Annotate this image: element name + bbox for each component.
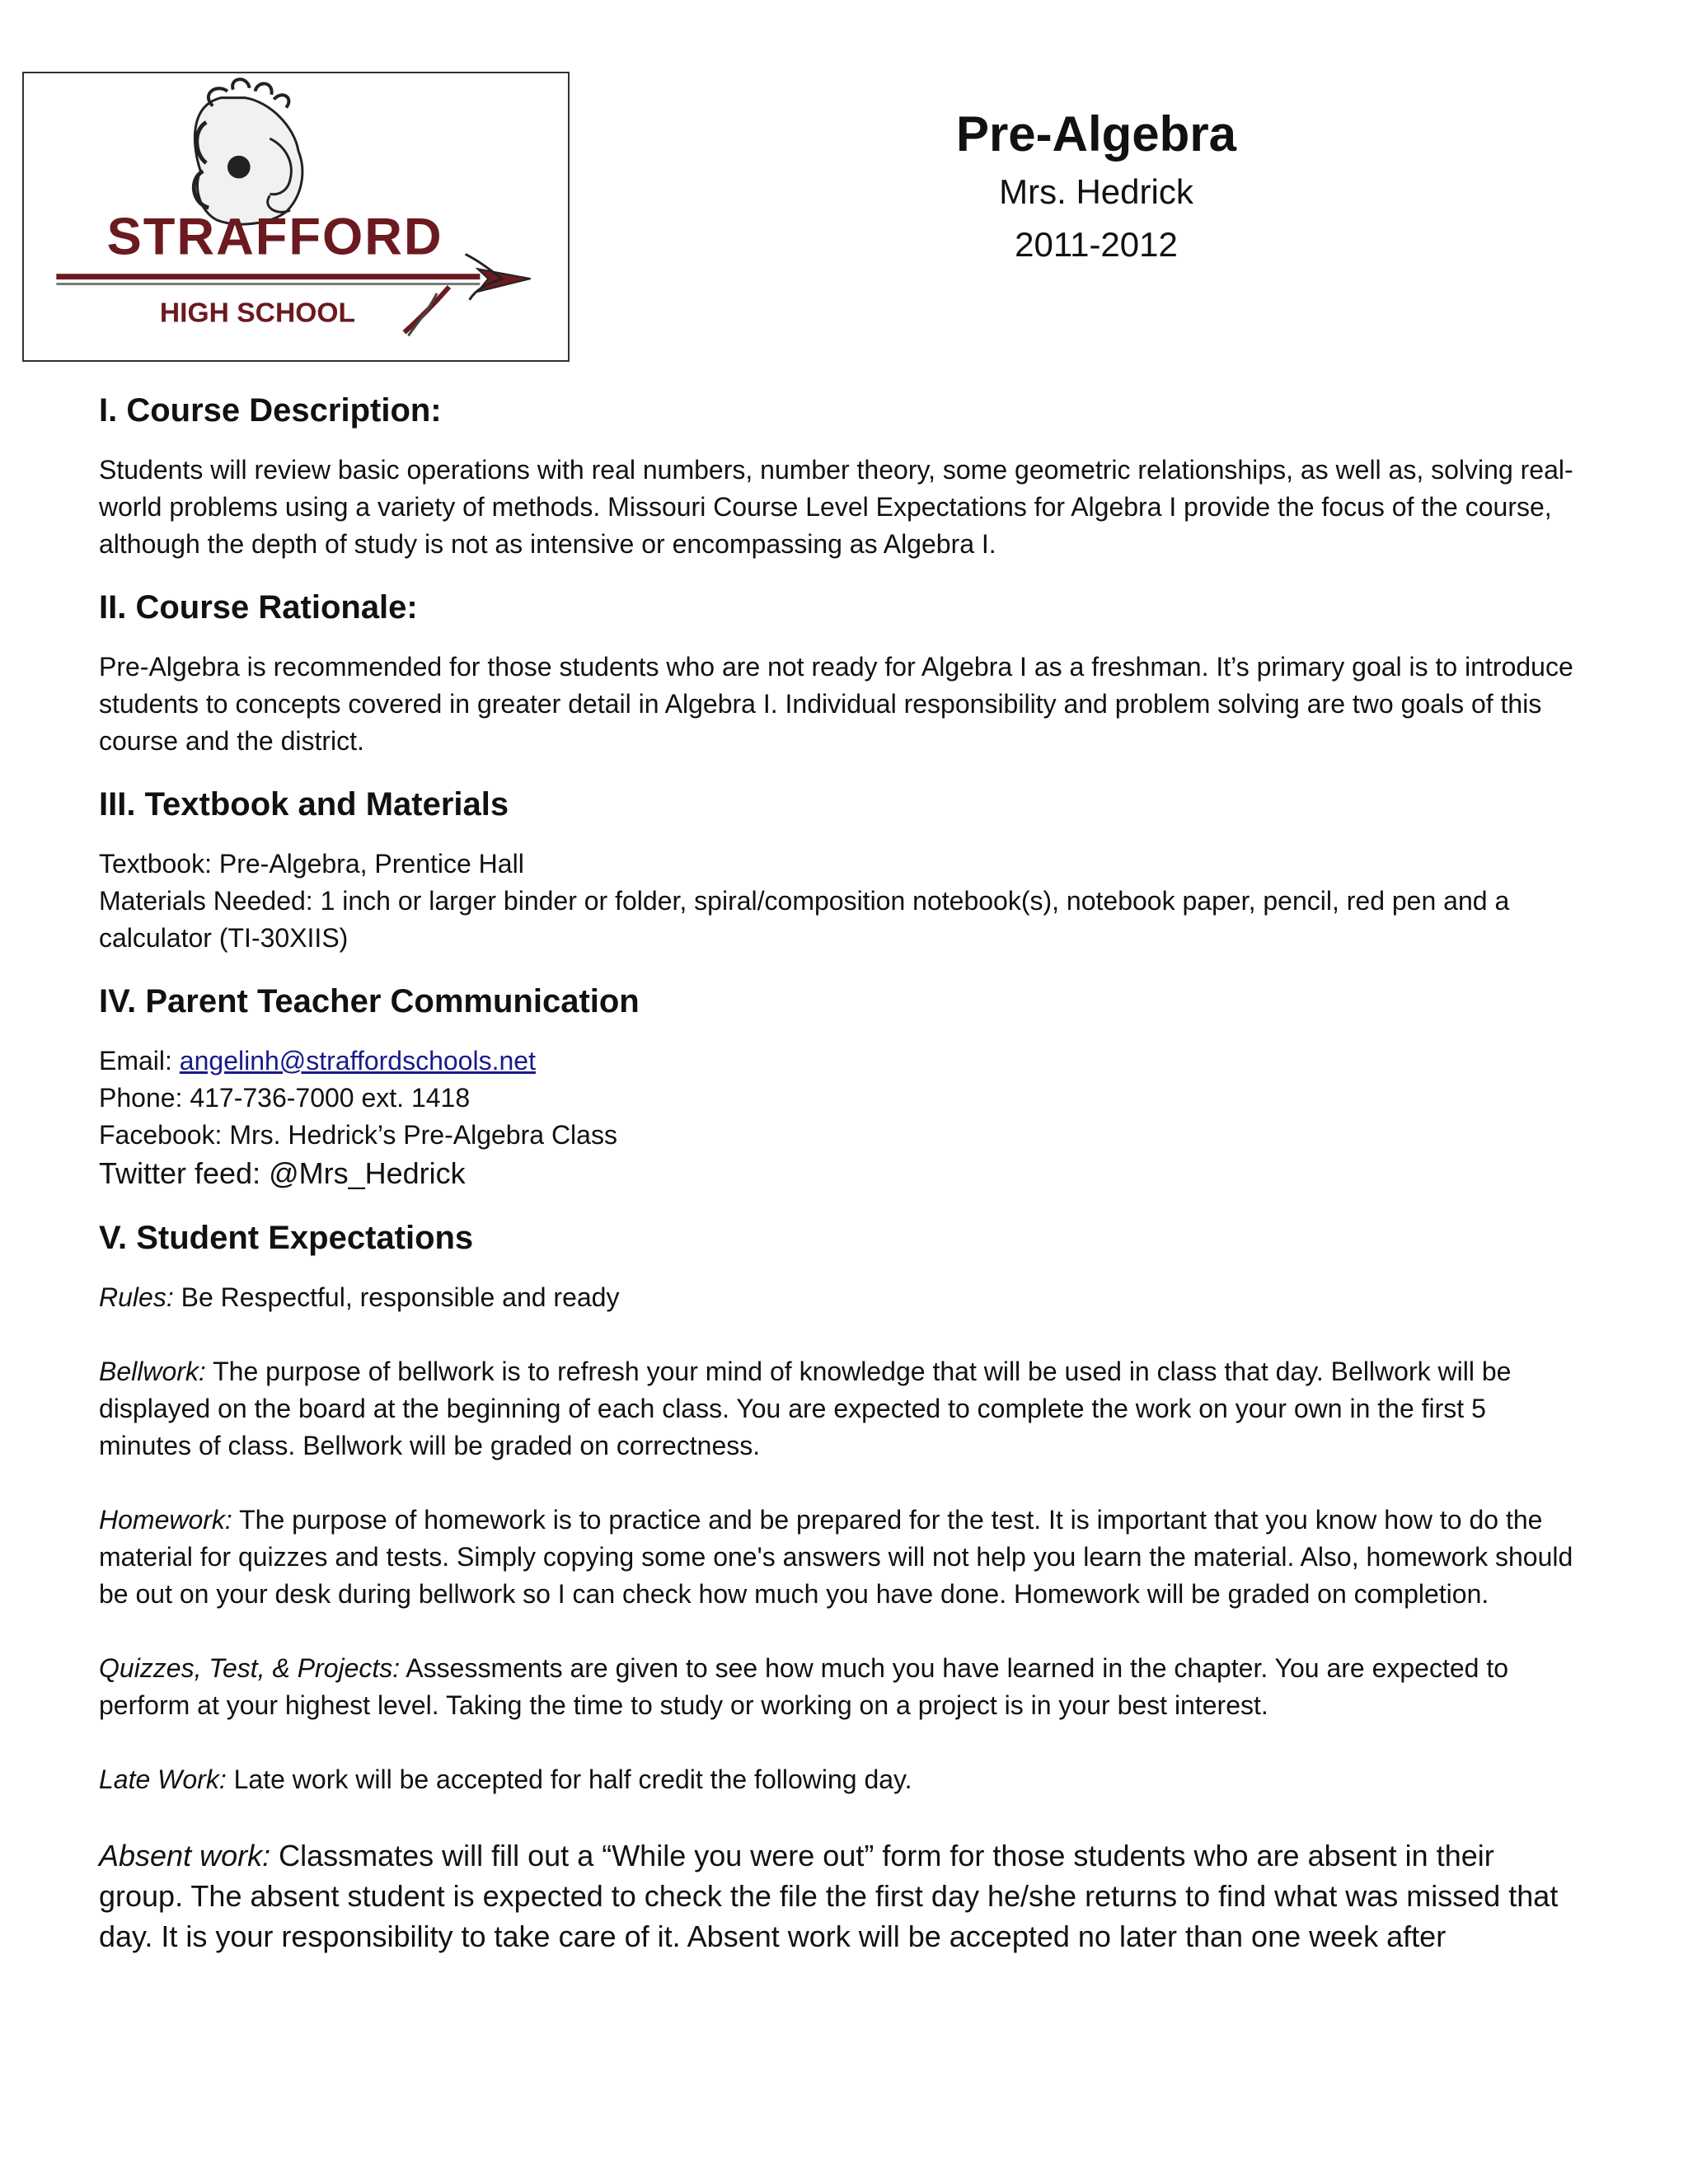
item-text: Be Respectful, responsible and ready [173, 1282, 620, 1312]
item-text: Classmates will fill out a “While you were out” form for those students who are absent in their group. The absent student is expected to check the file the first day he/she returns to find what was missed that day. It is your responsibility to take care of it. Absent work will be accepted no later than one week after [99, 1839, 1559, 1953]
logo-school-sub: HIGH SCHOOL [159, 298, 356, 329]
phone-line: Phone: 417-736-7000 ext. 1418 [99, 1083, 471, 1113]
section-textbook-materials [99, 781, 1582, 957]
item-text: The purpose of homework is to practice and be prepared for the test. It is important that you know how to do the material for quizzes and tests. Simply copying some one's answers will not help you learn the material. Also, homework should be out on your desk during bellwork so I can check how much you have done. Homework will be graded on completion. [99, 1505, 1573, 1609]
facebook-line: Facebook: Mrs. Hedrick’s Pre-Algebra Class [99, 1120, 617, 1150]
course-header [849, 103, 1343, 271]
item-label: Bellwork: [99, 1357, 206, 1386]
email-line [99, 1043, 1582, 1080]
item-label: Homework: [99, 1505, 232, 1535]
section-heading: II. Course Rationale: [99, 589, 418, 626]
item-text: Assessments are given to see how much you have learned in the chapter. You are expected to perform at your highest level. Taking the time to study or working on a project is in your best interest. [99, 1653, 1509, 1720]
item-text: Late work will be accepted for half credit the following day. [226, 1765, 912, 1794]
school-year: 2011-2012 [1015, 225, 1178, 264]
section-communication [99, 978, 1582, 1193]
section-heading: V. Student Expectations [99, 1220, 474, 1256]
item-label: Absent work: [99, 1839, 271, 1872]
teacher-name: Mrs. Hedrick [999, 172, 1193, 211]
homework-item [99, 1502, 1582, 1613]
section-student-expectations [99, 1215, 1582, 1957]
chief-head-icon [194, 79, 302, 224]
syllabus-content [99, 387, 1582, 1978]
course-title: Pre-Algebra [955, 106, 1237, 162]
item-label: Quizzes, Test, & Projects: [99, 1653, 401, 1683]
quizzes-item [99, 1650, 1582, 1724]
section-heading: III. Textbook and Materials [99, 786, 509, 823]
email-label: Email: [99, 1046, 180, 1076]
rules-item [99, 1279, 1582, 1316]
section-text: Pre-Algebra is recommended for those students who are not ready for Algebra I as a freshman. It’s primary goal is to introduce students to concepts covered in greater detail in Algebra I. Individual responsibility and problem solving are two goals of this course and the district. [99, 652, 1573, 756]
textbook-line: Textbook: Pre-Algebra, Prentice Hall [99, 849, 524, 879]
logo-school-name: STRAFFORD [106, 208, 443, 266]
section-course-description [99, 387, 1582, 563]
item-label: Rules: [99, 1282, 174, 1312]
twitter-line: Twitter feed: @Mrs_Hedrick [99, 1156, 466, 1190]
absent-work-item [99, 1835, 1582, 1957]
materials-line: Materials Needed: 1 inch or larger binder or folder, spiral/composition notebook(s), notebook paper, pencil, red pen and a calculator (TI-30XIIS) [99, 886, 1510, 953]
section-heading: I. Course Description: [99, 392, 442, 429]
late-work-item [99, 1761, 1582, 1798]
section-text: Students will review basic operations with real numbers, number theory, some geometric relationships, as well as, solving real-world problems using a variety of methods. Missouri Course Level Expectations for Algebra I provide the focus of the course, although the depth of study is not as intensive or encompassing as Algebra I. [99, 455, 1573, 559]
section-course-rationale [99, 584, 1582, 760]
item-label: Late Work: [99, 1765, 227, 1794]
section-heading: IV. Parent Teacher Communication [99, 983, 640, 1019]
item-text: The purpose of bellwork is to refresh your mind of knowledge that will be used in class that day. Bellwork will be displayed on the board at the beginning of each class. You are expected to complete the work on your own in the first 5 minutes of class. Bellwork will be graded on correctness. [99, 1357, 1512, 1460]
email-link[interactable]: angelinh@straffordschools.net [179, 1046, 536, 1076]
school-logo [22, 72, 570, 362]
bellwork-item [99, 1353, 1582, 1465]
strafford-logo-graphic [24, 73, 568, 360]
